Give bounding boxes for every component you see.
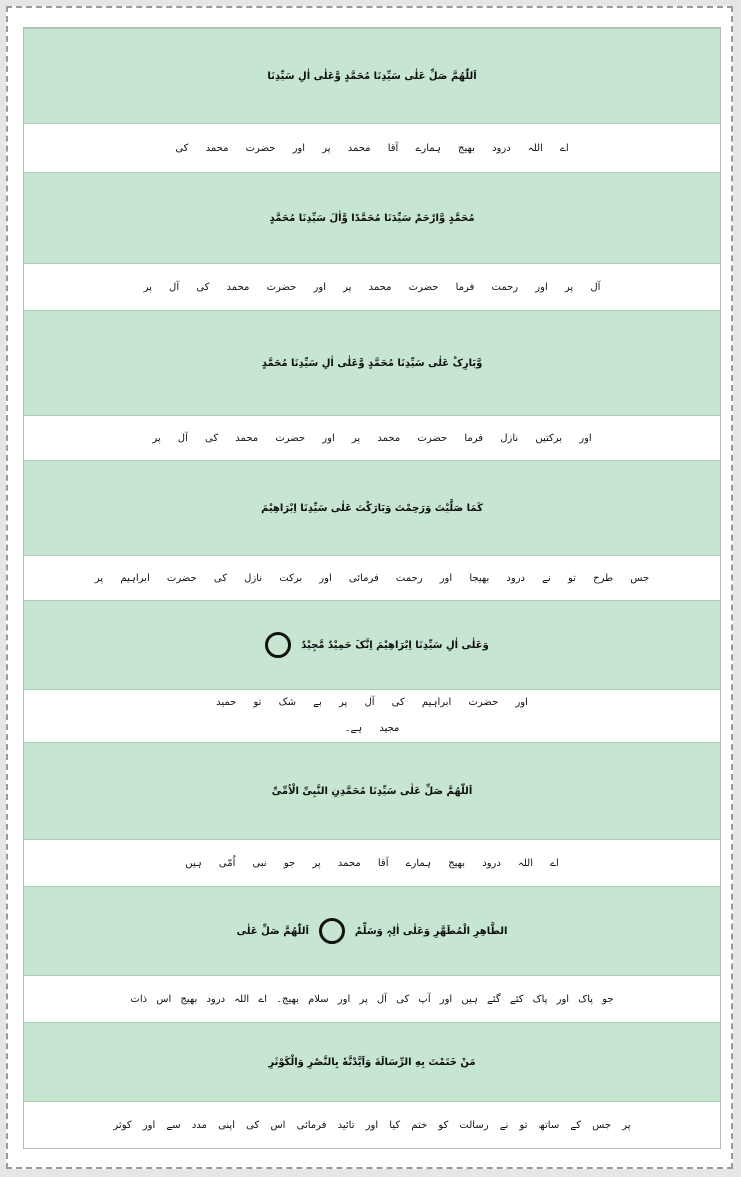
arabic-line-8: مَنْ خَتَمْتَ بِهِ الرِّسَالَةَ وَاَیَّدْتَّهٗ بِالنَّصْرِ وَالْکَوْثَرِ xyxy=(24,1022,720,1102)
arabic-line-7b-text: اَللّٰھُمَّ صَلِّ عَلٰی xyxy=(236,925,309,937)
translation-line-5b: مجید ہے۔ xyxy=(344,723,400,734)
prayer-panel xyxy=(24,28,720,1148)
arabic-line-3: وَّبَارِکْ عَلٰی سَیِّدِنَا مُحَمَّدٍ وَّعَلٰی اٰلِ سَیِّدِنَا مُحَمَّدٍ xyxy=(24,310,720,416)
verse-end-circle-icon xyxy=(265,632,291,658)
arabic-line-4: کَمَا صَلَّیْتَ وَرَحِمْتَ وَبَارَکْتَ عَلٰی سَیِّدِنَا اِبْرَاھِیْمَ xyxy=(24,460,720,556)
translation-line-3: اور برکتیں نازل فرما حضرت محمد پر اور حضرت محمد کی آل پر xyxy=(24,416,720,460)
translation-line-5 xyxy=(24,690,720,742)
arabic-line-1: اَللّٰھُمَّ صَلِّ عَلٰی سَیِّدِنَا مُحَمَّدٍ وَّعَلٰی اٰلِ سَیِّدِنَا xyxy=(24,28,720,124)
arabic-line-5 xyxy=(24,600,720,690)
arabic-line-7-text: الطَّاھِرِ الْمُطَھَّرِ وَعَلٰی اٰلِہٖ وَسَلِّمْ xyxy=(354,925,508,937)
translation-line-8: پر جس کے ساتھ تو نے رسالت کو ختم کیا اور تائید فرمائی اس کی اپنی مدد سے اور کوثر xyxy=(24,1102,720,1148)
verse-end-circle-icon xyxy=(319,918,345,944)
translation-line-4: جس طرح تو نے درود بھیجا اور رحمت فرمائی اور برکت نازل کی حضرت ابراہیم پر xyxy=(24,556,720,600)
arabic-line-5-text: وَعَلٰی اٰلِ سَیِّدِنَا اِبْرَاھِیْمَ اِنَّکَ حَمِیْدٌ مَّجِیْدٌ xyxy=(301,639,489,651)
translation-line-5a: اور حضرت ابراہیم کی آل پر بے شک تو حمید xyxy=(216,697,528,708)
page xyxy=(6,6,733,1169)
arabic-line-2: مُحَمَّدٍ وَّارْحَمْ سَیِّدَنَا مُحَمَّدًا وَّاٰلَ سَیِّدِنَا مُحَمَّدٍ xyxy=(24,172,720,264)
translation-line-1: اے اللہ درود بھیج ہمارے آقا محمد پر اور حضرت محمد کی xyxy=(24,124,720,172)
translation-line-7: جو پاک اور پاک کئے گئے ہیں اور آپ کی آل پر اور سلام بھیج۔ اے اللہ درود بھیج اس ذات xyxy=(24,976,720,1022)
arabic-line-6: اَللّٰھُمَّ صَلِّ عَلٰی سَیِّدِنَا مُحَمَّدِنِ النَّبِیِّ الْاُمِّیِّ xyxy=(24,742,720,840)
translation-line-6: اے اللہ درود بھیج ہمارے آقا محمد پر جو نبی اُمّی ہیں xyxy=(24,840,720,886)
translation-line-2: آل پر اور رحمت فرما حضرت محمد پر اور حضرت محمد کی آل پر xyxy=(24,264,720,310)
arabic-line-7 xyxy=(24,886,720,976)
